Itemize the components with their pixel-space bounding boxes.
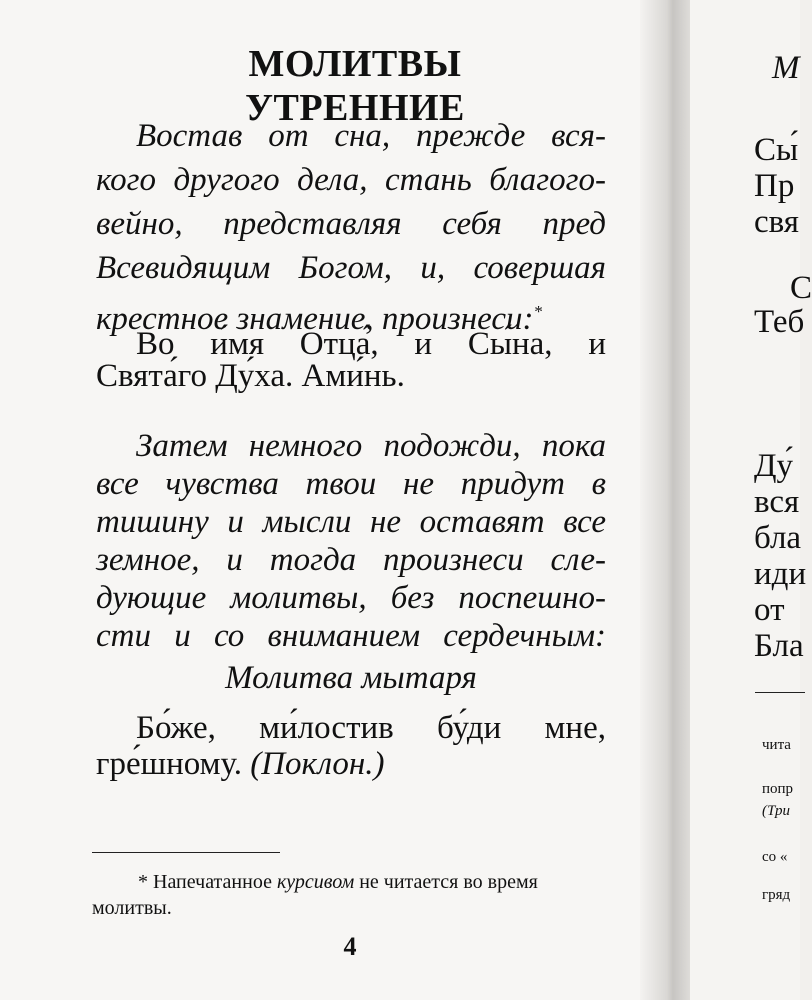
footnote-text: Напечатанное: [153, 871, 272, 893]
instruction-line: дующие молитвы, без поспешно-: [96, 580, 606, 616]
instruction-line: все чувства твои не придут в: [96, 466, 606, 502]
instruction-line: тишину и мысли не оставят все: [96, 504, 606, 540]
prayer-text: гре́шному.: [96, 746, 242, 782]
right-footnote-line: со «: [762, 849, 788, 865]
right-page-line: вся: [754, 484, 800, 520]
prayer-line-last: [96, 742, 385, 786]
intro-line: вейно, представляя себя пред: [96, 206, 606, 242]
right-page-line: С: [790, 270, 812, 306]
right-page-line: Бла: [754, 628, 804, 664]
right-page-line: Сы́: [754, 132, 799, 168]
footnote-italic: курсивом: [276, 871, 355, 893]
right-page-line: Теб: [754, 304, 805, 340]
footnote-text: не читается во время: [359, 871, 538, 893]
right-page-line: Ду́: [754, 448, 794, 484]
right-page-line: иди: [754, 556, 807, 592]
instruction-line: сти и со вниманием сердечным:: [96, 618, 606, 654]
right-footnote-line: чита: [762, 737, 791, 753]
right-page-line: свя: [754, 204, 799, 240]
page-title: МОЛИТВЫ УТРЕННИЕ: [245, 43, 465, 129]
right-page-line: от: [754, 592, 785, 628]
right-footnote-line: попр: [762, 781, 794, 797]
right-footnote-line: (Три: [762, 803, 790, 819]
footnote-line: [138, 868, 658, 896]
intro-line-text: крестное знамение, произнеси:: [96, 301, 534, 337]
right-footnote-divider: [755, 692, 805, 693]
footnote-marker: *: [138, 871, 148, 893]
prayer-heading: Молитва мытаря: [225, 660, 477, 696]
footnote-line: молитвы.: [92, 897, 172, 919]
intro-line: Всевидящим Богом, и, совершая: [96, 250, 606, 286]
right-footnote-line: гряд: [762, 887, 791, 903]
footnote-divider: [92, 852, 280, 853]
page-number: 4: [343, 932, 357, 961]
prayer-line: Свята́го Ду́ха. Ами́нь.: [96, 358, 405, 394]
instruction-line: земное, и тогда произнеси сле-: [96, 542, 606, 578]
prayer-line: Во и́мя Отца́, и Сы́на, и: [136, 326, 606, 362]
prayer-line: Бо́же, ми́лостив бу́ди мне,: [136, 710, 606, 746]
right-page-line: М: [772, 50, 800, 86]
instruction-line: Затем немного подожди, пока: [136, 428, 606, 464]
right-page-line: Пр: [754, 168, 795, 204]
right-page-line: бла: [754, 520, 802, 556]
prayer-instruction: (Поклон.): [250, 746, 385, 782]
intro-line: Востав от сна, прежде вся-: [136, 118, 606, 154]
intro-line: кого другого дела, стань благого-: [96, 162, 606, 198]
footnote-marker: *: [533, 302, 542, 321]
